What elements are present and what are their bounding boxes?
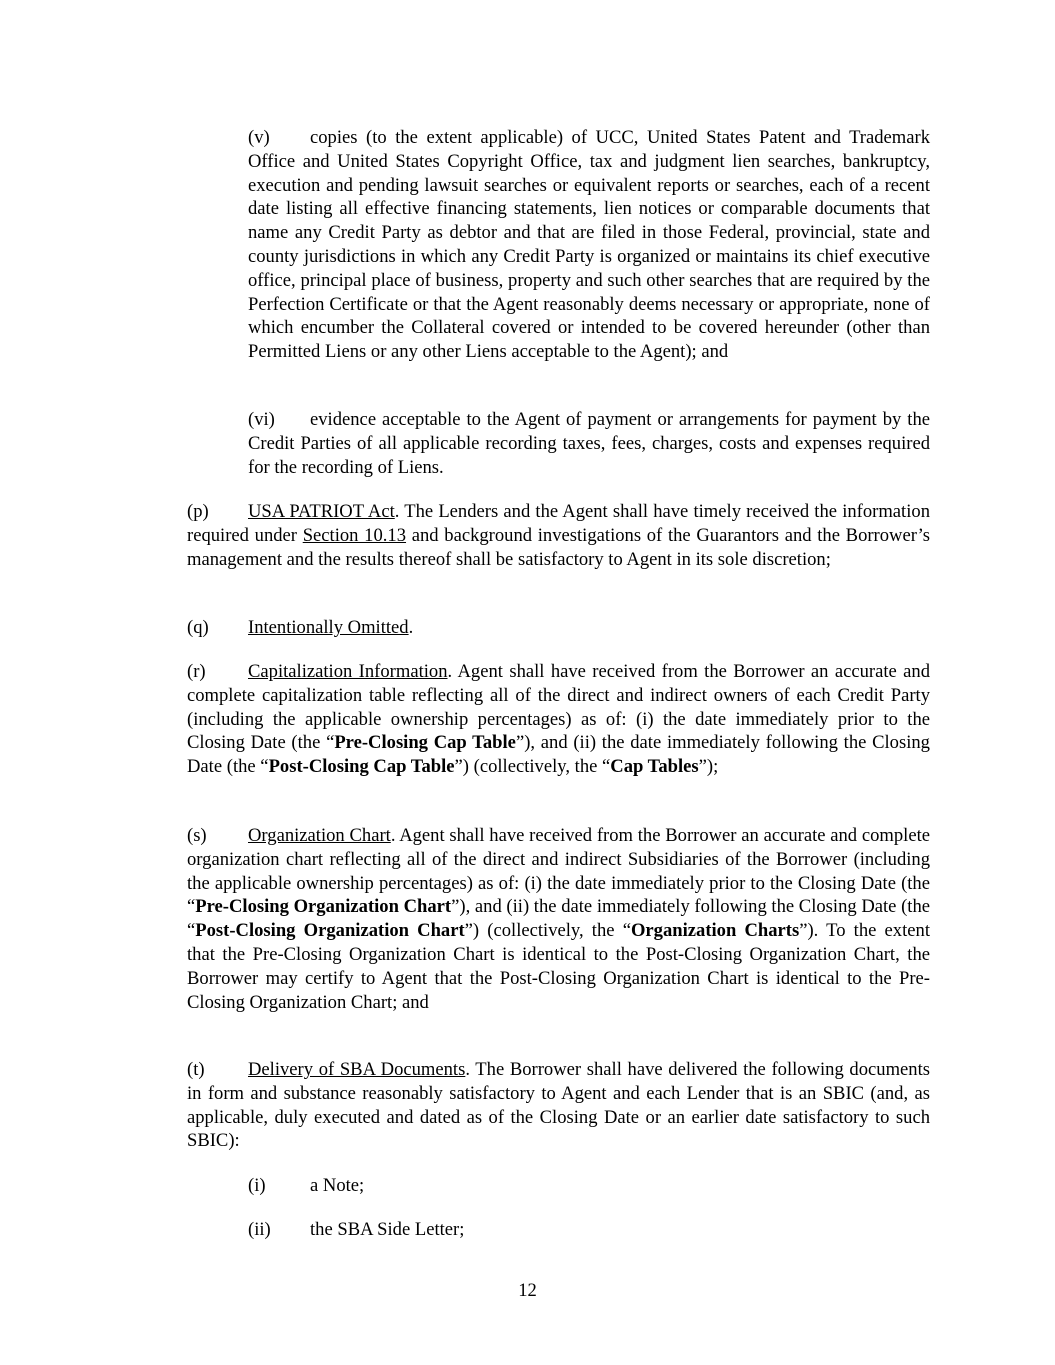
- clause-text: ”). To the extent that the Pre-Closing Organization Chart is identical to the Post-Closing Organization Chart, the Borrower may certify to Agent that the Post-Closing Organization Chart is identical to the Pre-Closing Organization Chart; and: [187, 920, 930, 1013]
- clause-heading: Organization Chart: [248, 825, 391, 846]
- defined-term: Cap Tables: [610, 756, 699, 778]
- clause-heading: Capitalization Information: [248, 661, 448, 682]
- clause-label: (vi): [248, 409, 275, 430]
- clause-p: [187, 500, 930, 571]
- clause-label: (p): [187, 501, 209, 522]
- clause-label: (t): [187, 1059, 205, 1080]
- clause-label: (ii): [248, 1219, 271, 1240]
- clause-text: ”), and (ii) the date immediately following the Closing Date (the “: [187, 896, 931, 942]
- clause-label: (v): [248, 127, 270, 148]
- defined-term: Post-Closing Cap Table: [268, 756, 455, 778]
- clause-label: (s): [187, 825, 207, 846]
- clause-text: ”);: [698, 756, 719, 778]
- clause-text: copies (to the extent applicable) of UCC, United States Patent and Trademark Office and United States Copyright Office, tax and judgment lien searches, bankruptcy, execution and pending lawsuit searches or equivalent reports or searches, each of a recent date listing all effective financing statements, lien notices or comparable documents that name any Credit Party as debtor and that are filed in those Federal, provincial, state and county jurisdictions in which any Credit Party is organized or maintains its chief executive office, principal place of business, property and such other searches that are required by the Perfection Certificate or that the Agent reasonably deems necessary or appropriate, none of which encumber the Collateral covered or intended to be covered hereunder (other than Permitted Liens or any other Liens acceptable to the Agent); and: [248, 127, 930, 363]
- clause-text: . The Lenders and the Agent shall have timely received the information required under: [187, 501, 930, 546]
- clause-text: ”), and (ii) the date immediately following the Closing Date (the “: [187, 732, 930, 778]
- clause-heading: Delivery of SBA Documents: [248, 1059, 466, 1080]
- defined-term: Organization Charts: [630, 920, 800, 942]
- clause-label: (q): [187, 617, 209, 638]
- section-reference: Section 10.13: [302, 524, 407, 546]
- defined-term: Pre-Closing Cap Table: [334, 732, 516, 754]
- clause-text: . Agent shall have received from the Borrower an accurate and complete organization chart reflecting all of the direct and indirect Subsidiaries of the Borrower (including the applicable ownership percentages) as of: (i) the date immediately prior to the Closing Date (the “: [187, 825, 931, 918]
- clause-vi: [248, 408, 930, 479]
- defined-term: Post-Closing Organization Chart: [195, 920, 465, 942]
- clause-heading: Intentionally Omitted: [248, 617, 409, 638]
- clause-label: (r): [187, 661, 206, 682]
- page-number: 12: [518, 1280, 537, 1301]
- clause-t: [187, 1058, 930, 1153]
- clause-text: . Agent shall have received from the Borrower an accurate and complete capitalization table reflecting all of the direct and indirect owners of each Credit Party (including the applicable ownership percentages) as of: (i) the date immediately prior to the Closing Date (the “: [187, 661, 930, 754]
- clause-text: the SBA Side Letter;: [310, 1219, 465, 1240]
- clause-text: and background investigations of the Guarantors and the Borrower’s management and the results thereof shall be satisfactory to Agent in its sole discretion;: [187, 524, 931, 570]
- clause-text: evidence acceptable to the Agent of payment or arrangements for payment by the Credit Parties of all applicable recording taxes, fees, charges, costs and expenses required for the recording of Liens.: [248, 409, 930, 478]
- clause-q: [187, 616, 930, 640]
- sub-clause-t-ii: [248, 1218, 464, 1242]
- clause-r: [187, 660, 930, 779]
- clause-text: . The Borrower shall have delivered the following documents in form and substance reasonably satisfactory to Agent and each Lender that is an SBIC (and, as applicable, duly executed and dated as of the Closing Date or an earlier date satisfactory to such SBIC):: [187, 1059, 930, 1152]
- defined-term: Pre-Closing Organization Chart: [195, 896, 452, 918]
- clause-label: (i): [248, 1175, 266, 1196]
- clause-v: [248, 126, 930, 364]
- sub-clause-t-i: [248, 1174, 364, 1198]
- clause-text: ”) (collectively, the “: [464, 920, 631, 942]
- clause-s: [187, 824, 930, 1014]
- clause-text: .: [408, 617, 414, 638]
- clause-text: a Note;: [310, 1175, 365, 1196]
- clause-text: ”) (collectively, the “: [454, 756, 611, 778]
- clause-heading: USA PATRIOT Act: [248, 501, 395, 522]
